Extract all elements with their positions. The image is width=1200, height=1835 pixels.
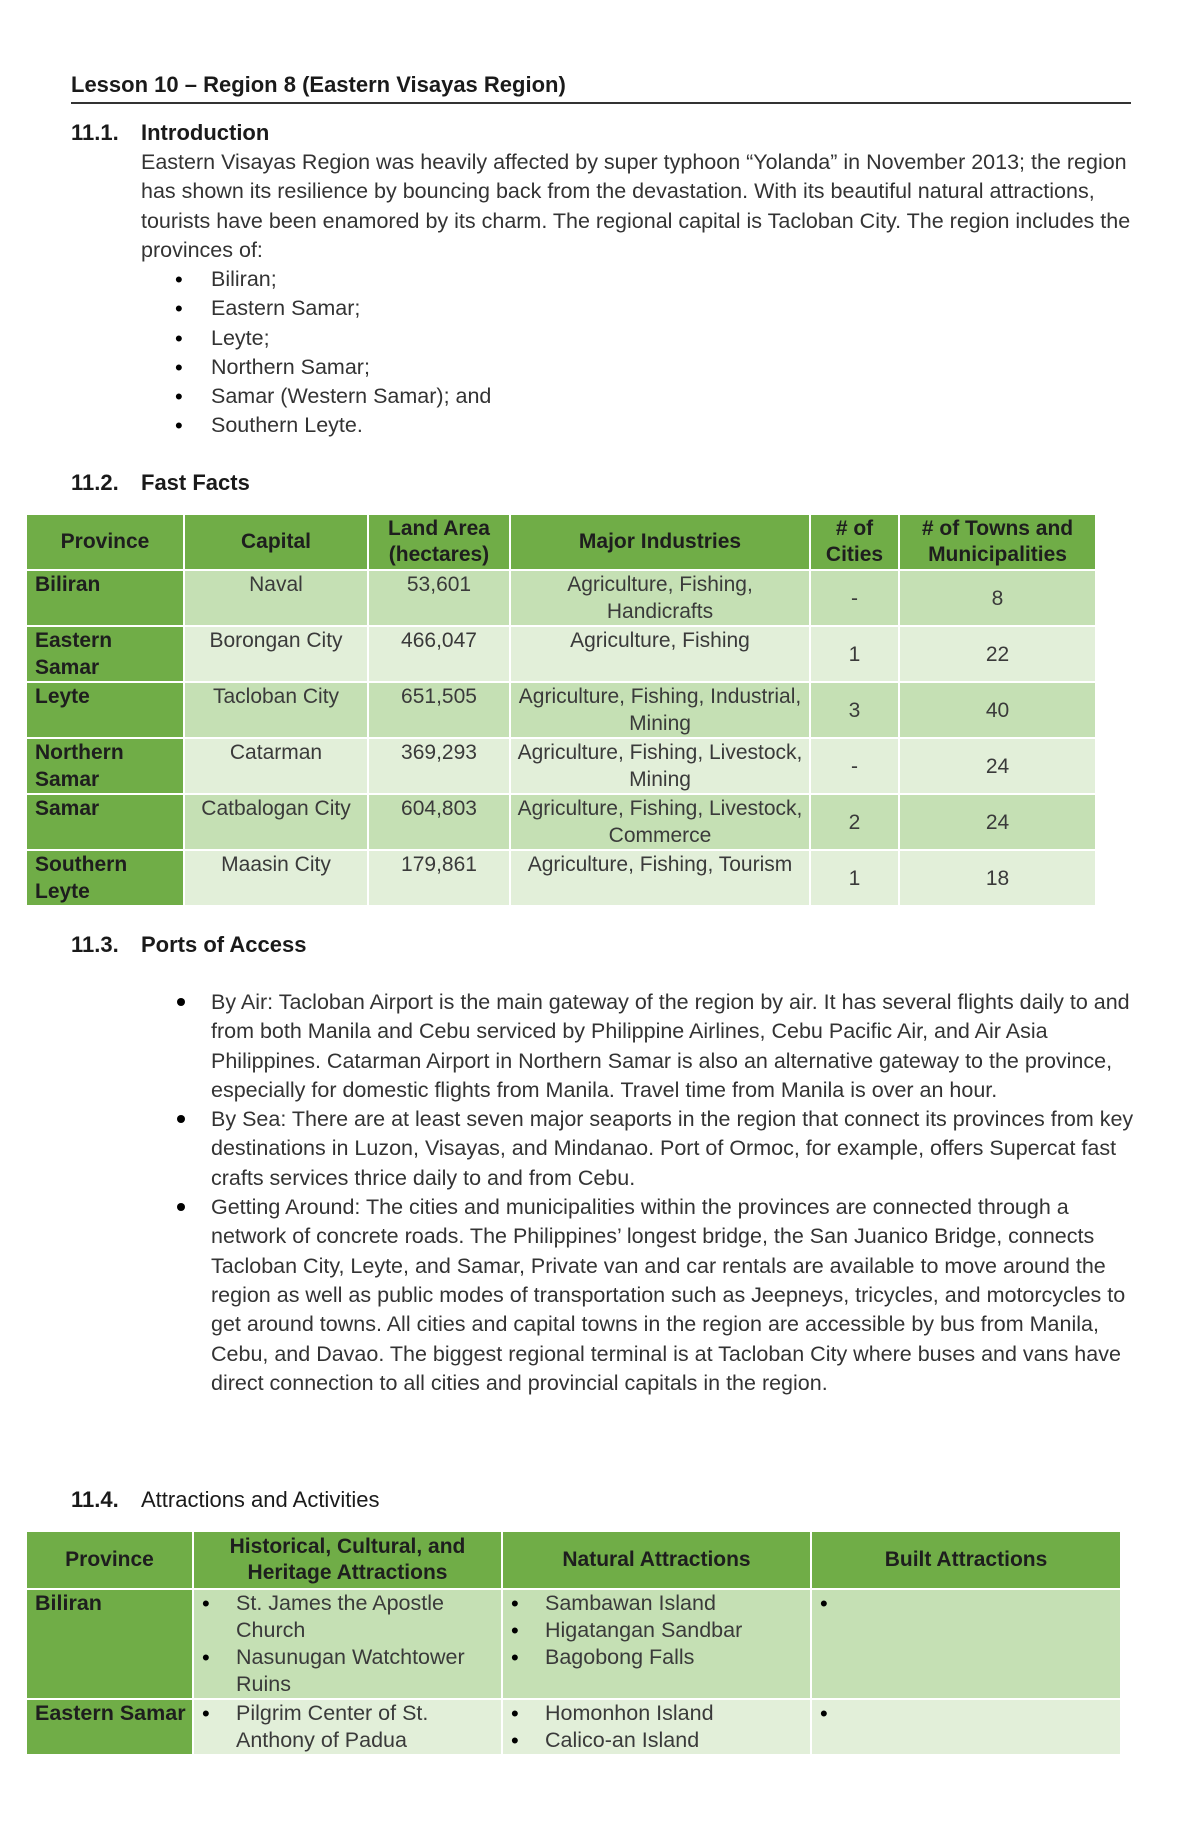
fast-facts-cell-capital: Maasin City (184, 850, 368, 906)
attractions-list-natural (503, 1700, 810, 1754)
fast-facts-row (26, 682, 1096, 738)
attractions-list-item: • St. James the Apostle Church (194, 1590, 501, 1644)
attractions-body (26, 1589, 1121, 1755)
attractions-list-item: • Sambawan Island (503, 1590, 810, 1617)
fast-facts-row (26, 794, 1096, 850)
fast-facts-cell-cities: 2 (810, 794, 899, 850)
ports-list-item: Getting Around: The cities and municipalities within the provinces are connected through a network of concrete roads. The Philippines’ longest bridge, the San Juanico Bridge, connects Tacloban City, Leyte, and Samar, Private van and car rentals are available to move around the region as well as public modes of transportation such as Jeepneys, tricycles, and motorcycles to get around towns. All cities and capital towns in the region are accessible by bus from Manila, Cebu, and Davao. The biggest regional terminal is at Tacloban City where buses and vans have direct connection to all cities and provincial capitals in the region. (141, 1193, 1136, 1398)
fast-facts-cell-towns: 18 (899, 850, 1096, 906)
fast-facts-row (26, 626, 1096, 682)
fast-facts-cell-capital: Catarman (184, 738, 368, 794)
ports-number: 11.3. (71, 932, 119, 957)
fast-facts-header-cell: Major Industries (510, 514, 810, 570)
fast-facts-cell-cities: 3 (810, 682, 899, 738)
attractions-cell-historical (193, 1699, 502, 1755)
fast-facts-header-cell: Capital (184, 514, 368, 570)
attractions-cell-historical (193, 1589, 502, 1699)
fast-facts-cell-capital: Tacloban City (184, 682, 368, 738)
fast-facts-cell-towns: 24 (899, 738, 1096, 794)
fast-facts-cell-capital: Borongan City (184, 626, 368, 682)
province-list-item: • Leyte; (141, 324, 491, 353)
fast-facts-header-cell: # of Cities (810, 514, 899, 570)
fast-facts-row (26, 738, 1096, 794)
fast-facts-cell-towns: 40 (899, 682, 1096, 738)
fast-facts-title: Fast Facts (141, 470, 250, 495)
attractions-number: 11.4. (71, 1487, 119, 1512)
attractions-title: Attractions and Activities (141, 1487, 380, 1512)
attractions-list-item: • Bagobong Falls (503, 1644, 810, 1671)
attractions-header-cell: Built Attractions (811, 1531, 1121, 1589)
ports-list-item: By Sea: There are at least seven major seaports in the region that connect its provinces from key destinations in Luzon, Visayas, and Mindanao. Port of Ormoc, for example, offers Supercat fast crafts services thrice daily to and from Cebu. (141, 1105, 1136, 1193)
attractions-cell-province: Biliran (26, 1589, 193, 1699)
fast-facts-cell-cities: - (810, 738, 899, 794)
attractions-cell-built (811, 1589, 1121, 1699)
fast-facts-row (26, 850, 1096, 906)
attractions-header-cell: Province (26, 1531, 193, 1589)
ports-heading (71, 932, 306, 958)
intro-paragraph: Eastern Visayas Region was heavily affected by super typhoon “Yolanda” in November 2013; the region has shown its resilience by bouncing back from the devastation. With its beautiful natural attractions, tourists have been enamored by its charm. The regional capital is Tacloban City. The region includes the provinces of: (141, 150, 1131, 262)
fast-facts-cell-industries: Agriculture, Fishing, Handicrafts (510, 570, 810, 626)
attractions-cell-natural (502, 1589, 811, 1699)
province-list-item: • Northern Samar; (141, 353, 491, 382)
fast-facts-cell-towns: 22 (899, 626, 1096, 682)
fast-facts-cell-land-area: 179,861 (368, 850, 510, 906)
fast-facts-cell-land-area: 466,047 (368, 626, 510, 682)
attractions-cell-province: Eastern Samar (26, 1699, 193, 1755)
fast-facts-cell-industries: Agriculture, Fishing, Industrial, Mining (510, 682, 810, 738)
attractions-list-item: • Homonhon Island (503, 1700, 810, 1727)
fast-facts-header-row (26, 514, 1096, 570)
fast-facts-cell-land-area: 53,601 (368, 570, 510, 626)
fast-facts-cell-cities: 1 (810, 850, 899, 906)
attractions-cell-built (811, 1699, 1121, 1755)
fast-facts-cell-land-area: 604,803 (368, 794, 510, 850)
fast-facts-header-cell: # of Towns and Municipalities (899, 514, 1096, 570)
attractions-row (26, 1699, 1121, 1755)
intro-title: Introduction (141, 120, 270, 145)
attractions-list-item: • Higatangan Sandbar (503, 1617, 810, 1644)
attractions-list-item: • Nasunugan Watchtower Ruins (194, 1644, 501, 1698)
fast-facts-cell-cities: - (810, 570, 899, 626)
lesson-title: Lesson 10 – Region 8 (Eastern Visayas Region) (71, 72, 1131, 104)
attractions-header-cell: Historical, Cultural, and Heritage Attractions (193, 1531, 502, 1589)
attractions-header-cell: Natural Attractions (502, 1531, 811, 1589)
fast-facts-cell-capital: Naval (184, 570, 368, 626)
province-list-item: • Samar (Western Samar); and (141, 382, 491, 411)
fast-facts-cell-province: Eastern Samar (26, 626, 184, 682)
attractions-list-historical (194, 1590, 501, 1698)
fast-facts-cell-province: Samar (26, 794, 184, 850)
province-list-item: • Eastern Samar; (141, 294, 491, 323)
intro-number: 11.1. (71, 120, 119, 145)
fast-facts-cell-towns: 24 (899, 794, 1096, 850)
fast-facts-cell-province: Northern Samar (26, 738, 184, 794)
fast-facts-cell-province: Biliran (26, 570, 184, 626)
attractions-row (26, 1589, 1121, 1699)
province-list-item: • Biliran; (141, 265, 491, 294)
province-list (141, 265, 491, 441)
attractions-list-item: • Calico-an Island (503, 1727, 810, 1754)
fast-facts-body (26, 570, 1096, 906)
fast-facts-cell-province: Leyte (26, 682, 184, 738)
fast-facts-header-cell: Land Area (hectares) (368, 514, 510, 570)
fast-facts-header-cell: Province (26, 514, 184, 570)
fast-facts-row (26, 570, 1096, 626)
fast-facts-cell-industries: Agriculture, Fishing, Tourism (510, 850, 810, 906)
attractions-heading (71, 1487, 379, 1513)
attractions-list-natural (503, 1590, 810, 1671)
attractions-table (25, 1530, 1122, 1756)
ports-title: Ports of Access (141, 932, 307, 957)
fast-facts-cell-industries: Agriculture, Fishing (510, 626, 810, 682)
fast-facts-cell-land-area: 651,505 (368, 682, 510, 738)
fast-facts-heading (71, 470, 250, 496)
attractions-list-item: • Pilgrim Center of St. Anthony of Padua (194, 1700, 501, 1754)
attractions-cell-natural (502, 1699, 811, 1755)
fast-facts-number: 11.2. (71, 470, 119, 495)
fast-facts-cell-land-area: 369,293 (368, 738, 510, 794)
province-list-item: • Southern Leyte. (141, 411, 491, 440)
attractions-header-row (26, 1531, 1121, 1589)
ports-list (141, 988, 1136, 1398)
ports-list-item: By Air: Tacloban Airport is the main gateway of the region by air. It has several flights daily to and from both Manila and Cebu serviced by Philippine Airlines, Cebu Pacific Air, and Air Asia Philippines. Catarman Airport in Northern Samar is also an alternative gateway to the province, especially for domestic flights from Manila. Travel time from Manila is over an hour. (141, 988, 1136, 1105)
fast-facts-cell-cities: 1 (810, 626, 899, 682)
attractions-list-historical (194, 1700, 501, 1754)
fast-facts-cell-capital: Catbalogan City (184, 794, 368, 850)
fast-facts-cell-province: Southern Leyte (26, 850, 184, 906)
fast-facts-cell-industries: Agriculture, Fishing, Livestock, Mining (510, 738, 810, 794)
fast-facts-cell-industries: Agriculture, Fishing, Livestock, Commerce (510, 794, 810, 850)
intro-heading (71, 120, 269, 146)
fast-facts-cell-towns: 8 (899, 570, 1096, 626)
fast-facts-table (25, 513, 1097, 907)
